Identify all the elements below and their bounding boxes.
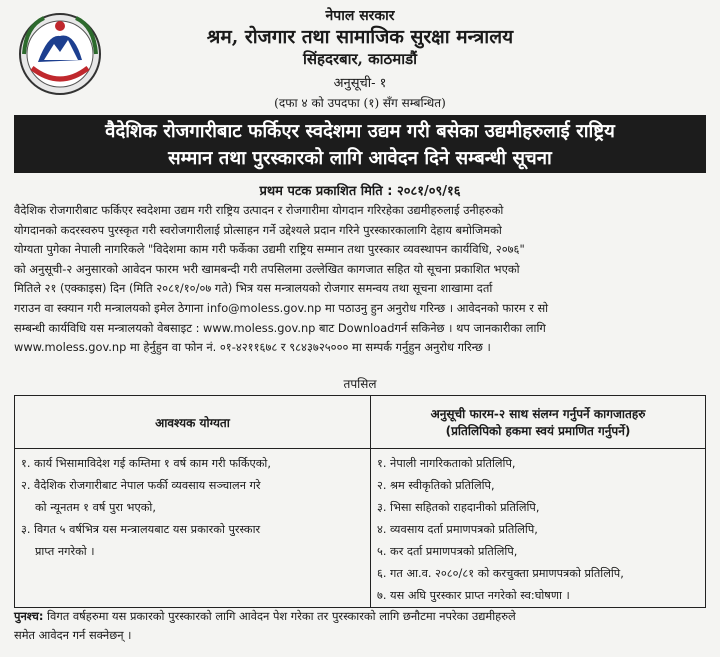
section-reference: (दफा ४ को उपदफा (१) सँग सम्बन्धित) <box>274 96 446 110</box>
list-item: ४. व्यवसाय दर्ता प्रमाणपत्रको प्रतिलिपि, <box>377 523 538 536</box>
notice-title-line-1: वैदेशिक रोजगारीबाट फर्किएर स्वदेशमा उद्यम गरी बसेका उद्यमीहरुलाई राष्ट्रिय <box>105 121 615 142</box>
ministry-address: सिंहदरबार, काठमाडौं <box>302 50 417 68</box>
postscript-text-line-1: विगत वर्षहरुमा यस प्रकारको पुरस्कारको लागि आवेदन पेश गरेका तर पुरस्कारको लागि छनौटमा नपरेका उद्यमीहरुले <box>43 609 516 623</box>
details-heading: तपसिल <box>343 377 377 391</box>
first-published-date: प्रथम पटक प्रकाशित मिति : २०८१/०९/१६ <box>259 184 461 199</box>
body-line: योगदानको कदरस्वरुप पुरस्कृत गरी स्वरोजगारीलाई प्रोत्साहन गर्ने उद्देश्यले प्रदान गरिने पुरस्कारकालागि देहाय बमोजिमको <box>14 222 502 237</box>
body-line: गराउन वा स्क्यान गरी मन्त्रालयको इमेल ठेगाना info@moless.gov.np मा पठाउनु हुन अनुरोध गरिन्छ । आवेदनको फारम र सो <box>14 300 549 315</box>
documents-list <box>371 449 706 608</box>
government-name: नेपाल सरकार <box>325 8 395 24</box>
documents-header-line-2: (प्रतिलिपिको हकमा स्वयं प्रमाणित गर्नुपर्ने) <box>445 424 631 438</box>
list-item: ६. गत आ.व. २०८०/८१ को करचुक्ता प्रमाणपत्रको प्रतिलिपि, <box>377 567 624 580</box>
eligibility-list <box>15 449 371 608</box>
postscript-label: पुनश्च: <box>14 609 44 623</box>
requirements-table <box>14 395 706 608</box>
notice-title-band <box>14 115 706 173</box>
ministry-name: श्रम, रोजगार तथा सामाजिक सुरक्षा मन्त्रालय <box>206 26 514 48</box>
list-item: २. श्रम स्वीकृतिको प्रतिलिपि, <box>377 479 495 492</box>
documents-header-line-1: अनुसूची फारम-२ साथ संलग्न गर्नुपर्ने कागजातहरु <box>430 407 646 421</box>
body-line: मितिले २१ (एक्काइस) दिन (मिति २०८१/१०/०७ गते) भित्र यस मन्त्रालयको रोजगार समन्वय तथा सूचना शाखामा दर्ता <box>14 281 493 296</box>
list-item: प्राप्त नगरेको । <box>35 545 95 558</box>
list-item: ५. कर दर्ता प्रमाणपत्रको प्रतिलिपि, <box>377 545 518 558</box>
notice-title-line-2: सम्मान तथा पुरस्कारको लागि आवेदन दिने सम्बन्धी सूचना <box>168 148 552 169</box>
documents-column-header <box>371 396 706 449</box>
notice-body <box>14 201 706 358</box>
list-item: ३. भिसा सहितको राहदानीको प्रतिलिपि, <box>377 501 540 514</box>
list-item: १. कार्य भिसामाविदेश गई कम्तिमा १ वर्ष काम गरी फर्किएको, <box>21 457 271 470</box>
list-item: ७. यस अघि पुरस्कार प्राप्त नगरेको स्व:घोषणा । <box>377 589 570 602</box>
body-line: www.moless.gov.np मा हेर्नुहुन वा फोन नं. ०१-४२११६७८ र ९८४३७२५००० मा सम्पर्क गर्नुहुन अनुरोध गरिन्छ । <box>14 340 491 355</box>
schedule-label: अनुसूची- १ <box>333 76 387 91</box>
list-item: को न्यूनतम १ वर्ष पुरा भएको, <box>35 501 156 514</box>
body-line: वैदेशिक रोजगारीबाट फर्किएर स्वदेशमा उद्यम गरी राष्ट्रिय उत्पादन र रोजगारीमा योगदान गरिरहेका उद्यमीहरुलाई उनीहरुको <box>14 203 504 217</box>
postscript-text-line-2: समेत आवेदन गर्न सक्नेछन् । <box>14 628 132 642</box>
list-item: १. नेपाली नागरिकताको प्रतिलिपि, <box>377 457 516 470</box>
list-item: ३. विगत ५ वर्षभित्र यस मन्त्रालयबाट यस प्रकारको पुरस्कार <box>21 523 261 536</box>
eligibility-column-header <box>15 396 371 449</box>
postscript-note <box>14 607 706 645</box>
list-item: २. वैदेशिक रोजगारीबाट नेपाल फर्की व्यवसाय सञ्चालन गरे <box>21 479 261 492</box>
body-line: को अनुसूची-२ अनुसारको आवेदन फारम भरी खामबन्दी गरी तपसिलमा उल्लेखित कागजात सहित यो सूचना प्रकाशित भएको <box>14 261 520 276</box>
body-line: योग्यता पुगेका नेपाली नागरिकले "विदेशमा काम गरी फर्केका उद्यमी राष्ट्रिय सम्मान तथा पुरस्कार व्यवस्थापन कार्यविधि, २०७६" <box>14 242 525 257</box>
eligibility-header-label: आवश्यक योग्यता <box>155 415 230 430</box>
body-line: सम्बन्धी कार्यविधि यस मन्त्रालयको वेबसाइट : www.moless.gov.np बाट Downloadगर्न सकिनेछ । थप जानकारीका लागि <box>14 320 546 335</box>
